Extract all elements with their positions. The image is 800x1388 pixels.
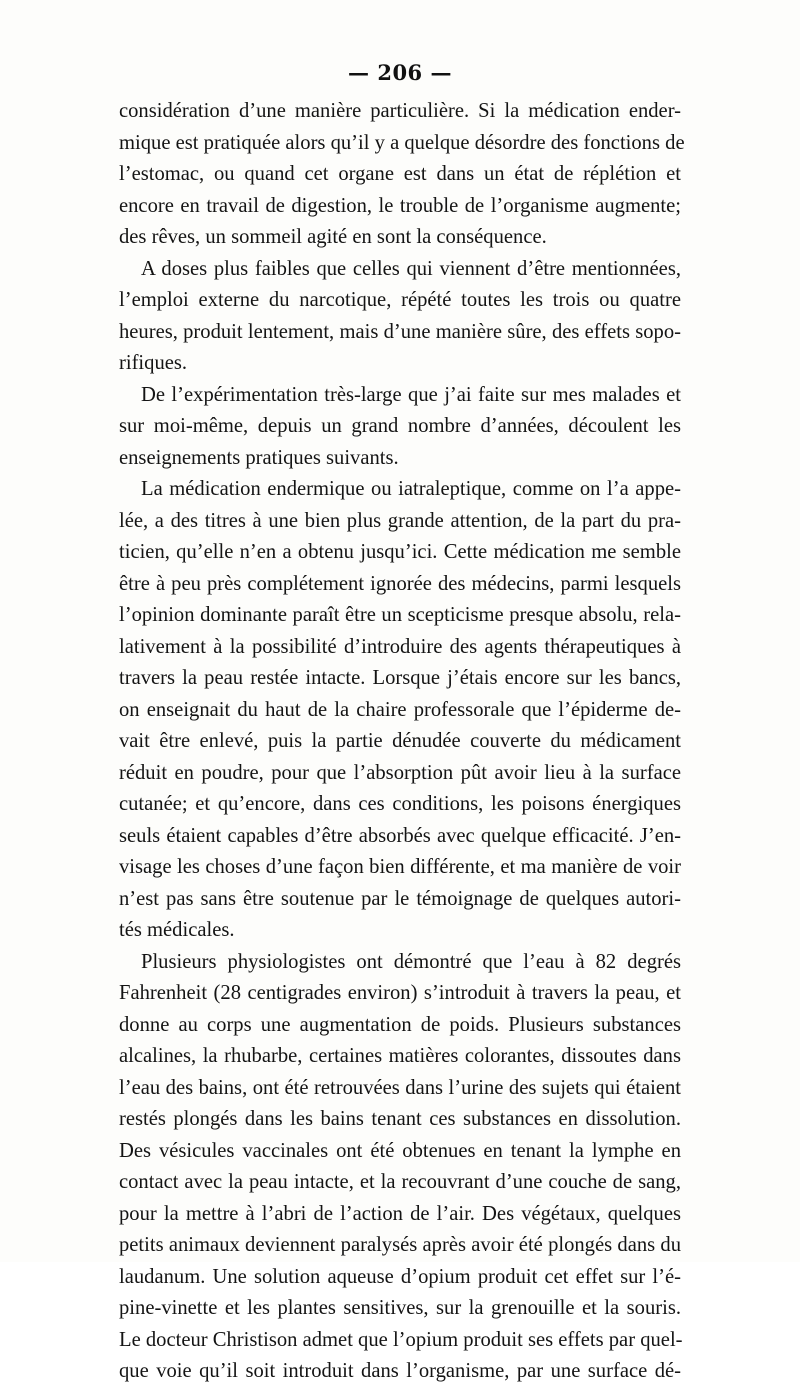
text-line: restés plongés dans les bains tenant ces substances en dissolution. (119, 1108, 681, 1130)
text-line: travers la peau restée intacte. Lorsque j’étais encore sur les bancs, (119, 667, 681, 689)
text-line: donne au corps une augmentation de poids. Plusieurs substances (119, 1013, 681, 1036)
text-line: sur moi-même, depuis un grand nombre d’années, découlent les (119, 415, 681, 437)
text-line: visage les choses d’une façon bien différente, et ma manière de voir (119, 856, 681, 878)
text-line: des rêves, un sommeil agité en sont la conséquence. (119, 226, 547, 248)
text-line: tés médicales. (119, 919, 235, 941)
text-line: Des vésicules vaccinales ont été obtenues en tenant la lymphe en (119, 1139, 681, 1162)
text-line: Fahrenheit (28 centigrades environ) s’introduit à travers la peau, et (119, 982, 681, 1004)
text-line: que voie qu’il soit introduit dans l’organisme, par une surface dé- (119, 1360, 681, 1382)
body-text (119, 96, 685, 1388)
text-line: ticien, qu’elle n’en a obtenu jusqu’ici. Cette médication me semble (119, 541, 681, 563)
text-line: Plusieurs physiologistes ont démontré que l’eau à 82 degrés (141, 950, 681, 973)
text-line: l’emploi externe du narcotique, répété toutes les trois ou quatre (119, 289, 681, 311)
text-line: enseignements pratiques suivants. (119, 446, 399, 469)
text-line: cutanée; et qu’encore, dans ces conditions, les poisons énergiques (119, 793, 681, 815)
text-line: n’est pas sans être soutenue par le témoignage de quelques autori- (119, 887, 681, 910)
text-line: petits animaux deviennent paralysés après avoir été plongés dans du (119, 1234, 681, 1256)
text-line: vait être enlevé, puis la partie dénudée couverte du médicament (119, 730, 681, 752)
text-line: considération d’une manière particulière. Si la médication ender- (119, 100, 681, 122)
text-line: on enseignait du haut de la chaire professorale que l’épiderme de- (119, 698, 681, 721)
text-line: l’opinion dominante paraît être un scepticisme presque absolu, rela- (119, 604, 681, 626)
page-number: — 206 — (348, 60, 452, 85)
text-line: Le docteur Christison admet que l’opium produit ses effets par quel- (119, 1328, 683, 1351)
text-line: pine-vinette et les plantes sensitives, sur la grenouille et la souris. (119, 1297, 681, 1319)
text-line: être à peu près complétement ignorée des médecins, parmi lesquels (119, 572, 681, 595)
text-line: mique est pratiquée alors qu’il y a quelque désordre des fonctions de (119, 131, 685, 154)
text-line: pour la mettre à l’abri de l’action de l’air. Des végétaux, quelques (119, 1202, 681, 1225)
text-line: encore en travail de digestion, le trouble de l’organisme augmente; (119, 194, 681, 217)
text-line: seuls étaient capables d’être absorbés avec quelque efficacité. J’en- (119, 824, 681, 847)
text-line: lativement à la possibilité d’introduire des agents thérapeutiques à (119, 635, 681, 658)
text-line: contact avec la peau intacte, et la recouvrant d’une couche de sang, (119, 1171, 681, 1193)
text-line: A doses plus faibles que celles qui viennent d’être mentionnées, (141, 257, 681, 280)
text-line: heures, produit lentement, mais d’une manière sûre, des effets sopo- (119, 320, 681, 343)
text-line: lée, a des titres à une bien plus grande attention, de la part du pra- (119, 509, 681, 532)
text-line: laudanum. Une solution aqueuse d’opium produit cet effet sur l’é- (119, 1265, 681, 1288)
text-line: La médication endermique ou iatraleptique, comme on l’a appe- (141, 478, 681, 500)
text-line: De l’expérimentation très-large que j’ai faite sur mes malades et (141, 383, 681, 406)
text-line: rifiques. (119, 352, 188, 374)
text-line: alcalines, la rhubarbe, certaines matières colorantes, dissoutes dans (119, 1045, 681, 1067)
text-line: réduit en poudre, pour que l’absorption pût avoir lieu à la surface (119, 761, 681, 784)
text-line: l’eau des bains, ont été retrouvées dans l’urine des sujets qui étaient (119, 1076, 681, 1099)
text-line: l’estomac, ou quand cet organe est dans un état de réplétion et (119, 163, 681, 185)
